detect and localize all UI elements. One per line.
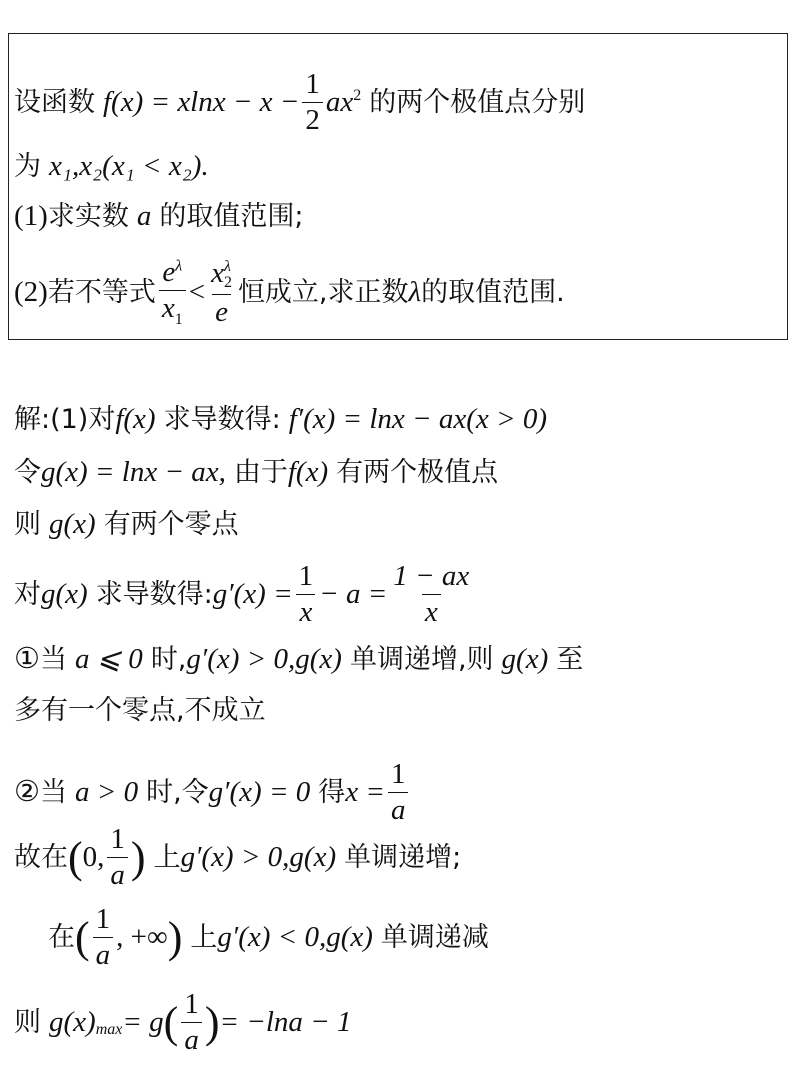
solution-text: 上 <box>153 842 181 873</box>
fraction-e-lambda-over-x1: $\frac{e^\lambda}{x_1}$ <box>159 258 186 328</box>
math-expression: g′(x) > 0,g(x) <box>180 841 337 873</box>
case-marker: ① <box>14 643 40 675</box>
fraction-one-over-a: $\frac{1}{a}$ <box>388 760 409 825</box>
solution-text: 多有一个零点,不成立 <box>14 695 266 726</box>
problem-text: 若不等式 <box>47 277 156 309</box>
solution-text: 故在 <box>14 842 68 873</box>
solution-text: 解:(1)对 <box>14 404 116 435</box>
function-definition: f(x) = xlnx − x − <box>103 86 300 118</box>
math-term: − a = <box>319 578 388 610</box>
right-paren: ) <box>130 832 146 882</box>
math-term: = g <box>122 1006 164 1038</box>
problem-line-2 <box>14 152 209 181</box>
solution-text: 求导数得: <box>95 579 213 610</box>
fraction-one-over-x: $\frac{1}{x}$ <box>296 562 317 627</box>
solution-line-2 <box>14 458 498 487</box>
math-expression: g(x) = lnx − ax, <box>41 456 226 488</box>
math-gx: g(x) <box>501 643 549 675</box>
math-expression: g′(x) = 0 <box>208 776 311 808</box>
math-condition: a > 0 <box>75 776 139 808</box>
solution-text: 得 <box>318 777 346 808</box>
solution-line-3 <box>14 510 239 539</box>
fraction-x2-lambda-over-e: x λ 2 e <box>211 256 232 329</box>
solution-text: 时,令 <box>146 777 209 808</box>
problem-text: 为 <box>14 151 41 182</box>
fraction-one-over-a: $\frac{1}{a}$ <box>107 825 128 890</box>
right-paren: ) <box>167 912 183 962</box>
solution-text: 有两个零点 <box>103 509 239 540</box>
subscript-max: max <box>95 1020 123 1038</box>
fraction-one-over-a: $\frac{1}{a}$ <box>93 905 114 970</box>
math-term: , +∞ <box>116 921 168 953</box>
case-marker: ② <box>14 776 40 808</box>
math-expression: g′(x) < 0,g(x) <box>217 921 373 953</box>
math-var: a <box>136 200 152 232</box>
derivative-expression: f′(x) = lnx − ax(x > 0) <box>288 403 547 435</box>
less-than: < <box>188 276 206 309</box>
solution-text: 求导数得: <box>163 404 281 435</box>
problem-text: 的取值范围. <box>421 277 565 309</box>
fraction-one-over-a: $\frac{1}{a}$ <box>181 990 202 1055</box>
solution-text: 时, <box>150 644 187 675</box>
solution-line-5 <box>14 645 583 674</box>
right-paren: ) <box>204 997 220 1047</box>
part-label: (2) <box>14 276 48 309</box>
problem-line-1 <box>14 70 585 135</box>
solution-text: 当 <box>40 777 67 808</box>
exponent: 2 <box>353 86 362 104</box>
math-term: ax <box>325 86 354 118</box>
math-expression: x₁,x₂(x₁ < x₂). <box>49 150 209 182</box>
solution-text: 在 <box>48 922 75 953</box>
math-expression: g′(x) > 0,g(x) <box>186 643 342 675</box>
solution-line-9 <box>48 905 489 970</box>
problem-text: 的两个极值点分别 <box>369 87 586 118</box>
solution-text: 则 <box>14 1007 41 1038</box>
solution-line-10 <box>14 990 352 1055</box>
math-var: λ <box>408 276 422 309</box>
problem-part-2 <box>14 258 565 328</box>
math-fx: f(x) <box>287 456 329 488</box>
solution-text: 令 <box>14 457 41 488</box>
solution-text: 有两个极值点 <box>336 457 499 488</box>
solution-text: 单调递减 <box>380 922 489 953</box>
math-fx: f(x) <box>115 403 156 435</box>
problem-text: 的取值范围; <box>159 201 304 232</box>
solution-text: 上 <box>190 922 218 953</box>
solution-text: 单调递增; <box>344 842 462 873</box>
left-paren: ( <box>163 997 179 1047</box>
solution-text: 当 <box>40 644 67 675</box>
solution-line-1 <box>14 405 547 434</box>
part-label: (1) <box>14 200 48 232</box>
left-paren: ( <box>75 912 90 962</box>
math-gx: g(x) <box>41 578 88 610</box>
math-term: x = <box>345 776 385 808</box>
problem-text: 求实数 <box>47 201 129 232</box>
solution-text: 由于 <box>233 457 288 488</box>
solution-text: 至 <box>556 644 584 675</box>
problem-part-1 <box>14 202 303 231</box>
solution-line-8 <box>14 825 461 890</box>
problem-text: 恒成立,求正数 <box>237 277 409 309</box>
derivative-lhs: g′(x) = <box>212 578 293 610</box>
fraction-derivative: $\frac{1 - ax}{x}$ <box>393 560 470 628</box>
math-expression: = −lna − 1 <box>219 1006 352 1038</box>
math-condition: a ⩽ 0 <box>75 643 143 675</box>
solution-text: 对 <box>14 579 41 610</box>
solution-line-6 <box>14 697 266 724</box>
math-gx: g(x) <box>49 508 96 540</box>
solution-line-4 <box>14 562 475 627</box>
left-paren: ( <box>68 832 83 882</box>
fraction-one-half: $\frac{1}{2}$ <box>302 70 323 135</box>
math-term: 0, <box>82 841 105 873</box>
problem-text: 设函数 <box>14 87 95 118</box>
solution-text: 单调递增,则 <box>349 644 494 675</box>
solution-line-7 <box>14 760 411 825</box>
math-gx: g(x) <box>49 1006 96 1038</box>
solution-text: 则 <box>14 509 41 540</box>
